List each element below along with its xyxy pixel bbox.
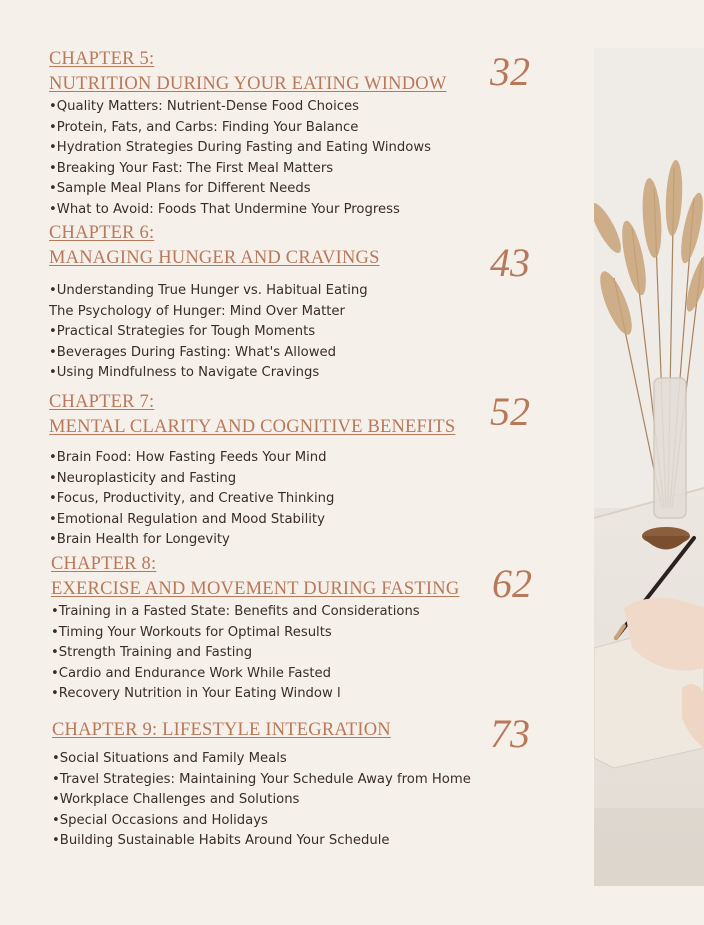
toc-item: •Sample Meal Plans for Different Needs	[49, 181, 311, 196]
chapter-7-items	[49, 448, 455, 551]
toc-item: •Protein, Fats, and Carbs: Finding Your Balance	[49, 119, 359, 135]
toc-item: •Quality Matters: Nutrient-Dense Food Choices	[49, 99, 359, 114]
toc-item: •Emotional Regulation and Mood Stability	[49, 511, 325, 527]
toc-item: •Beverages During Fasting: What's Allowed	[49, 344, 336, 360]
chapter-6-label[interactable]: CHAPTER 6:	[49, 223, 155, 243]
toc-item: •Travel Strategies: Maintaining Your Schedule Away from Home	[52, 771, 471, 787]
chapter-7-label[interactable]: CHAPTER 7:	[49, 392, 155, 412]
toc-item: The Psychology of Hunger: Mind Over Matter	[49, 303, 345, 319]
toc-item: •Workplace Challenges and Solutions	[52, 792, 300, 807]
pampas-vase-desk-illustration	[594, 48, 704, 886]
chapter-9-items	[52, 749, 471, 852]
toc-item: •What to Avoid: Foods That Undermine Your Progress	[49, 201, 400, 217]
chapter-5-title[interactable]: NUTRITION DURING YOUR EATING WINDOW	[49, 74, 447, 94]
toc-item: •Breaking Your Fast: The First Meal Matters	[49, 160, 334, 176]
toc-item: •Understanding True Hunger vs. Habitual Eating	[49, 283, 368, 298]
toc-item: •Hydration Strategies During Fasting and Eating Windows	[49, 140, 432, 155]
toc-item: •Social Situations and Family Meals	[52, 751, 287, 766]
toc-item: •Focus, Productivity, and Creative Thinking	[49, 491, 335, 506]
chapter-8-label[interactable]: CHAPTER 8:	[51, 554, 157, 574]
chapter-8-title[interactable]: EXERCISE AND MOVEMENT DURING FASTING	[51, 579, 460, 599]
chapter-7-title[interactable]: MENTAL CLARITY AND COGNITIVE BENEFITS	[49, 417, 456, 437]
chapter-7-page-number: 52	[490, 389, 530, 434]
chapter-6-items	[49, 281, 380, 384]
chapter-5	[49, 47, 447, 220]
chapter-9-title[interactable]: CHAPTER 9: LIFESTYLE INTEGRATION	[52, 720, 391, 740]
chapter-6-title[interactable]: MANAGING HUNGER AND CRAVINGS	[49, 248, 380, 268]
toc-item: •Brain Food: How Fasting Feeds Your Mind	[49, 450, 327, 465]
toc-item: •Recovery Nutrition in Your Eating Window l	[51, 686, 341, 701]
chapter-5-label[interactable]: CHAPTER 5:	[49, 49, 155, 69]
chapter-6	[49, 221, 380, 384]
chapter-9	[52, 718, 471, 852]
chapter-5-items	[49, 97, 447, 220]
toc-item: •Building Sustainable Habits Around Your Schedule	[52, 833, 390, 848]
chapter-9-page-number: 73	[490, 711, 530, 756]
toc-item: •Special Occasions and Holidays	[52, 812, 268, 828]
toc-item: •Strength Training and Fasting	[51, 645, 253, 660]
chapter-7	[49, 390, 455, 551]
toc-item: •Timing Your Workouts for Optimal Results	[51, 624, 332, 640]
chapter-8-page-number: 62	[492, 561, 532, 606]
toc-item: •Practical Strategies for Tough Moments	[49, 324, 316, 339]
toc-item: •Cardio and Endurance Work While Fasted	[51, 665, 331, 681]
toc-item: •Using Mindfulness to Navigate Cravings	[49, 365, 320, 380]
toc-item: •Brain Health for Longevity	[49, 532, 230, 547]
chapter-5-page-number: 32	[490, 49, 530, 94]
decorative-photo	[594, 48, 704, 886]
chapter-8	[51, 552, 459, 705]
toc-item: •Neuroplasticity and Fasting	[49, 470, 237, 486]
toc-item: •Training in a Fasted State: Benefits and Considerations	[51, 604, 420, 619]
chapter-6-page-number: 43	[490, 240, 530, 285]
chapter-8-items	[51, 602, 459, 705]
